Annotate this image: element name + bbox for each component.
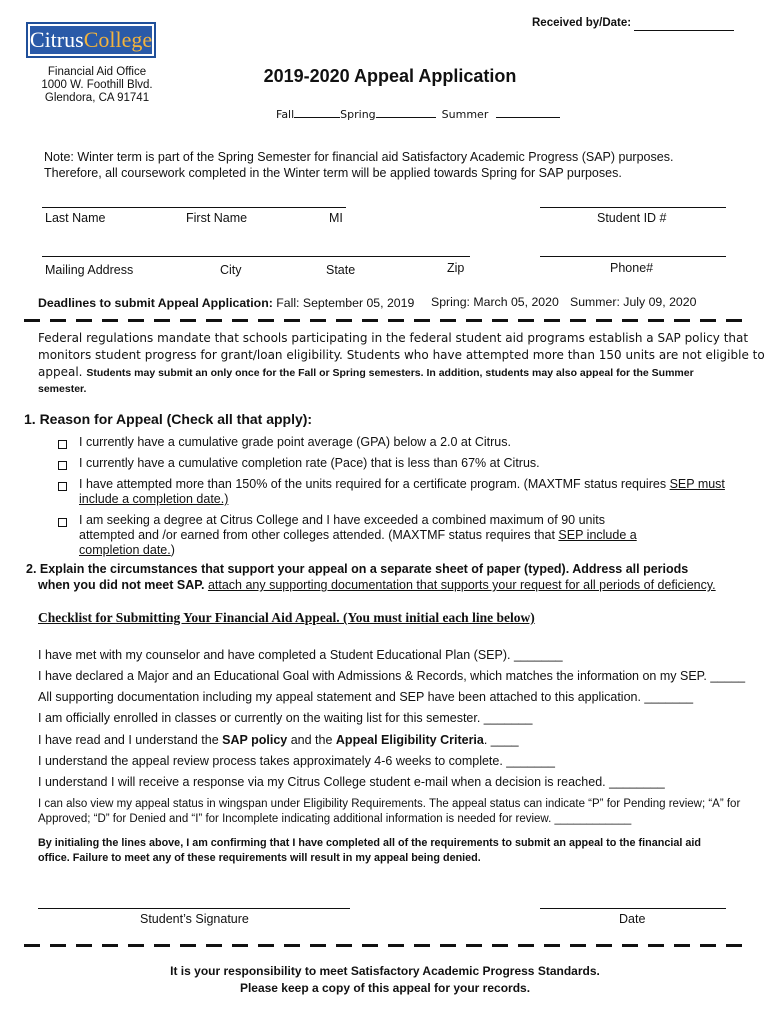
federal-regulations	[38, 330, 765, 396]
phone-field-line[interactable]	[540, 256, 726, 257]
checklist-item-sap-policy[interactable]	[38, 733, 519, 747]
mi-label: MI	[329, 211, 343, 225]
received-by-line[interactable]	[634, 30, 734, 31]
deadline-fall: Fall: September 05, 2019	[276, 296, 415, 310]
last-name-label: Last Name	[45, 211, 106, 225]
office-name: Financial Aid Office	[47, 66, 147, 78]
student-signature-label: Student’s Signature	[140, 912, 249, 926]
date-label: Date	[619, 912, 646, 926]
reason-checkbox-3[interactable]	[58, 482, 67, 491]
term-summer-field[interactable]	[496, 117, 560, 118]
explain-attach: attach any supporting documentation that supports your request for all periods of deficiency.	[207, 578, 716, 592]
wingspan-line-1: I can also view my appeal status in wingspan under Eligibility Requirements. The appeal status can indicate “P” for Pending review; “A” for	[38, 798, 741, 810]
divider-bottom	[24, 944, 746, 947]
wingspan-line-2: Approved; “D” for Denied and “I” for Incomplete indicating additional information is needed for review. ____________	[38, 813, 632, 825]
checklist-item-major[interactable]: I have declared a Major and an Educational Goal with Admissions & Records, which matches the information on my SEP. _____	[38, 669, 746, 683]
deadline-spring: Spring: March 05, 2020	[431, 295, 559, 309]
office-street: 1000 W. Foothill Blvd.	[41, 79, 153, 91]
term-spring-label: Spring	[340, 108, 376, 121]
reason-option-3	[79, 477, 729, 507]
checklist-item-wingspan[interactable]	[38, 797, 748, 827]
checklist-heading: Checklist for Submitting Your Financial Aid Appeal. (You must initial each line below)	[38, 610, 535, 625]
footer-line-1: It is your responsibility to meet Satisfactory Academic Progress Standards.	[170, 964, 600, 978]
federal-line-1: Federal regulations mandate that schools participating in the federal student aid programs establish a SAP policy that	[38, 331, 749, 345]
reason-option-3-sep: SEP must	[669, 477, 725, 491]
reason-checkbox-4[interactable]	[58, 518, 67, 527]
explain-line-2: when you did not meet SAP.	[38, 578, 205, 592]
state-label: State	[326, 263, 356, 277]
signature-line[interactable]	[38, 908, 350, 909]
office-city: Glendora, CA 91741	[44, 92, 150, 104]
date-line[interactable]	[540, 908, 726, 909]
reason-option-2: I currently have a cumulative completion rate (Pace) that is less than 67% at Citrus.	[79, 456, 540, 470]
reason-checkbox-2[interactable]	[58, 461, 67, 470]
student-id-label: Student ID #	[597, 211, 667, 225]
zip-label: Zip	[447, 261, 465, 275]
reason-option-4-completion: completion date.	[79, 543, 171, 557]
term-fall-field[interactable]	[294, 117, 340, 118]
term-spring-field[interactable]	[376, 117, 436, 118]
phone-label: Phone#	[610, 261, 654, 275]
deadline-summer: Summer: July 09, 2020	[570, 295, 697, 309]
deadlines	[38, 296, 414, 310]
office-address	[22, 66, 172, 105]
checklist-item-email[interactable]: I understand I will receive a response via my Citrus College student e-mail when a decision is reached. ________	[38, 775, 665, 789]
explain-instructions	[26, 561, 736, 593]
federal-line-3: appeal.	[38, 365, 83, 379]
student-id-field-line[interactable]	[540, 207, 726, 208]
page-title: 2019-2020 Appeal Application	[263, 66, 517, 86]
reason-checkbox-1[interactable]	[58, 440, 67, 449]
footer-line-2: Please keep a copy of this appeal for your records.	[239, 981, 531, 995]
term-fall-label: Fall	[276, 108, 295, 121]
reason-option-4-end: )	[170, 543, 175, 557]
deadlines-label: Deadlines to submit Appeal Application:	[38, 296, 273, 310]
reason-option-4-line-1: I am seeking a degree at Citrus College and I have exceeded a combined maximum of 90 units	[79, 513, 605, 527]
first-name-label: First Name	[186, 211, 248, 225]
reason-heading: 1. Reason for Appeal (Check all that apply):	[24, 411, 313, 427]
reason-option-4	[79, 513, 729, 558]
checklist-item-review[interactable]: I understand the appeal review process takes approximately 4-6 weeks to complete. _______	[38, 754, 555, 768]
reason-option-3-text: I have attempted more than 150% of the units required for a certificate program. (MAXTMF status requires	[79, 477, 667, 491]
checklist-item-documentation[interactable]: All supporting documentation including my appeal statement and SEP have been attached to this application. _______	[38, 690, 694, 704]
reason-option-1: I currently have a cumulative grade point average (GPA) below a 2.0 at Citrus.	[79, 435, 511, 449]
divider-top	[24, 319, 746, 322]
confirm-line-1: By initialing the lines above, I am confirming that I have completed all of the requirements to submit an appeal to the financial aid	[38, 837, 701, 849]
city-label: City	[220, 263, 242, 277]
reason-option-3-completion: include a completion date.)	[79, 492, 229, 506]
received-by-label: Received by/Date:	[532, 17, 632, 29]
mailing-address-label: Mailing Address	[45, 263, 134, 277]
logo-text-citrus: Citrus	[29, 27, 84, 52]
winter-term-note	[44, 149, 734, 181]
citrus-college-logo	[26, 22, 156, 58]
sap-policy-text-a: I have read and I understand the	[38, 733, 223, 747]
received-by-date	[532, 17, 631, 29]
confirm-line-2: office. Failure to meet any of these requirements will result in my appeal being denied.	[38, 852, 481, 864]
confirmation-statement	[38, 836, 738, 866]
note-line-1: Note: Winter term is part of the Spring Semester for financial aid Satisfactory Academic Progress (SAP) purposes.	[44, 150, 674, 164]
term-summer-label: Summer	[441, 108, 489, 121]
explain-line-1: 2. Explain the circumstances that support your appeal on a separate sheet of paper (typed). Address all periods	[26, 562, 689, 576]
checklist-item-enrolled[interactable]: I am officially enrolled in classes or currently on the waiting list for this semester. _______	[38, 711, 533, 725]
federal-line-2: monitors student progress for grant/loan eligibility. Students who have attempted more than 150 units are not eligible to	[38, 348, 765, 362]
sap-policy-text-e: . ____	[483, 733, 519, 747]
reason-option-4-line-2: attempted and /or earned from other colleges attended. (MAXTMF status requires that	[79, 528, 555, 542]
footer-notice	[60, 963, 710, 997]
sap-policy-link: SAP policy	[222, 733, 288, 747]
reason-option-4-sep: SEP include a	[558, 528, 637, 542]
sap-policy-text-c: and the	[287, 733, 336, 747]
federal-appeal-rule: Students may submit an only once for the Fall or Spring semesters. In addition, students may also appeal for the Summer	[86, 367, 694, 379]
address-field-line[interactable]	[42, 256, 470, 257]
federal-semester: semester.	[38, 383, 87, 395]
checklist-item-sep[interactable]: I have met with my counselor and have completed a Student Educational Plan (SEP). _______	[38, 648, 563, 662]
logo-text-college: College	[83, 27, 153, 52]
eligibility-criteria-link: Appeal Eligibility Criteria	[335, 733, 484, 747]
note-line-2: Therefore, all coursework completed in the Winter term will be applied towards Spring for SAP purposes.	[44, 166, 622, 180]
name-field-line[interactable]	[42, 207, 346, 208]
term-selection	[276, 108, 560, 121]
